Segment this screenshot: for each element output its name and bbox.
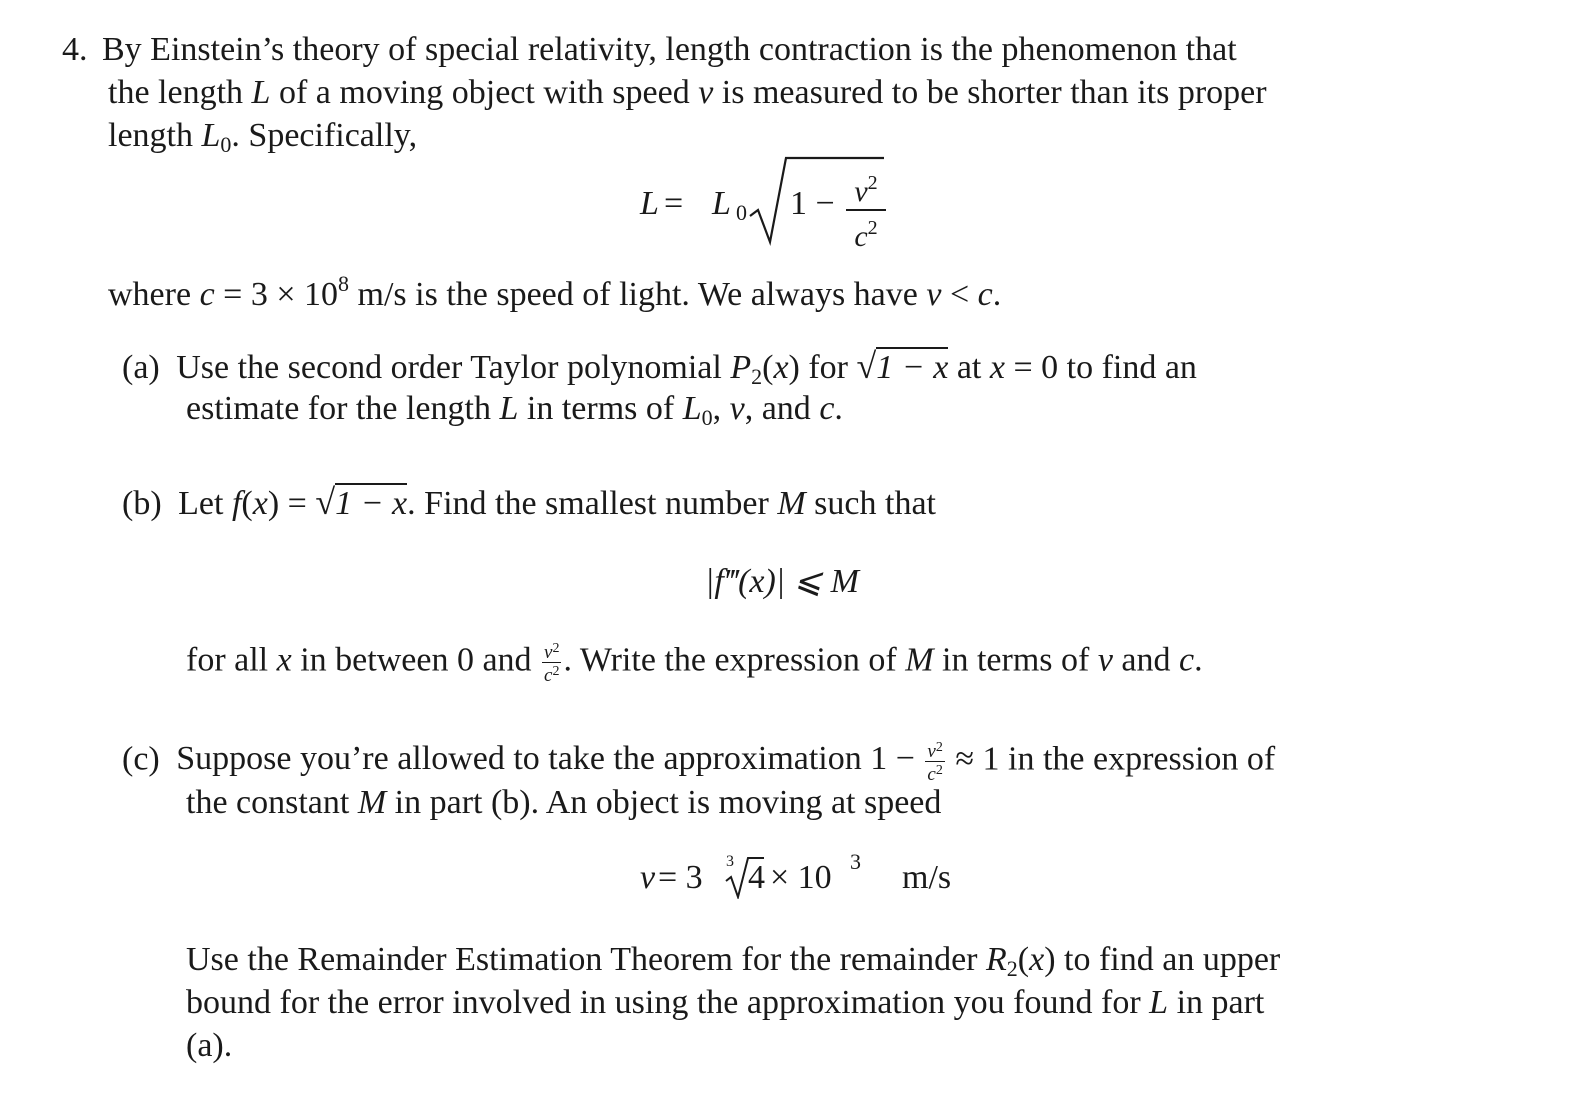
formula-equals: = — [664, 185, 684, 222]
symbol-c: c — [819, 390, 835, 427]
symbol-L: L — [499, 390, 519, 427]
sqrt-content: 1 − x — [876, 349, 949, 386]
num-v: v — [854, 175, 868, 208]
speed-exponent: 3 — [850, 849, 861, 874]
part-a-text: , and — [744, 390, 820, 427]
speed-times: × 10 — [770, 859, 832, 896]
symbol-x: x — [773, 349, 789, 386]
intro-text: is measured to be shorter than its proper — [713, 74, 1267, 111]
formula-L: L — [712, 185, 731, 222]
subscript-zero: 0 — [220, 132, 232, 157]
sqrt-icon: √ — [856, 346, 877, 386]
fraction-numerator — [925, 739, 944, 762]
subscript-2: 2 — [751, 364, 763, 389]
symbol-v: v — [926, 276, 942, 313]
part-c-text: ( — [1017, 941, 1030, 978]
part-c-text: Suppose you’re allowed to take the approximation 1 − — [176, 740, 924, 778]
speed-lhs: v — [640, 859, 656, 896]
symbol-c: c — [199, 276, 215, 313]
part-a-label: (a) — [122, 349, 160, 386]
fraction-numerator — [542, 640, 561, 663]
part-b-text: . Write the expression of — [563, 641, 906, 679]
problem-intro-line-2 — [108, 73, 1267, 113]
where-text: m/s is the speed of light. We always have — [349, 276, 927, 313]
subscript-zero: 0 — [701, 405, 713, 430]
part-b-text: Let — [178, 485, 232, 522]
fraction-denominator — [846, 211, 886, 254]
part-c-text: Use the Remainder Estimation Theorem for the remainder — [186, 941, 986, 978]
symbol-v: v — [698, 74, 714, 111]
where-text: . — [992, 276, 1002, 313]
den-exp: 2 — [935, 763, 943, 778]
formula-one-minus: 1 − — [790, 185, 835, 222]
symbol-M: M — [905, 641, 934, 679]
part-c-label: (c) — [122, 740, 160, 778]
symbol-L: L — [682, 390, 702, 427]
part-c-line-1 — [122, 739, 1275, 784]
intro-text: . Specifically, — [231, 117, 418, 154]
fraction-v2-c2 — [925, 739, 944, 784]
part-a-text: . — [834, 390, 843, 427]
sqrt-content: 1 − x — [335, 485, 408, 522]
part-b-line-1 — [122, 482, 936, 524]
fraction-denominator — [925, 762, 944, 784]
part-b-text: ( — [241, 485, 253, 522]
part-c-text: in part — [1168, 984, 1265, 1021]
part-b-text: in terms of — [933, 641, 1098, 679]
cube-root-index: 3 — [726, 853, 734, 870]
part-b-inequality: |f‴(x)| ⩽ M — [705, 563, 859, 600]
symbol-L: L — [1149, 984, 1169, 1021]
symbol-f: f — [231, 485, 242, 522]
part-c-text: in part (b). An object is moving at speed — [386, 784, 942, 821]
problem-intro-line-3 — [108, 116, 417, 165]
speed-unit: m/s — [902, 859, 952, 896]
fraction-denominator — [542, 663, 561, 685]
symbol-v: v — [729, 390, 745, 427]
formula-sub-0: 0 — [736, 200, 747, 225]
symbol-x: x — [1029, 941, 1045, 978]
part-b-line-2 — [186, 640, 1203, 685]
part-a-text: at — [948, 349, 990, 386]
part-a-line-2 — [186, 389, 843, 438]
symbol-L: L — [251, 74, 271, 111]
fraction-numerator — [846, 166, 886, 211]
part-c-text: ) to find an upper — [1044, 941, 1281, 978]
part-a-text: , — [712, 390, 730, 427]
speed-equals: = 3 — [658, 859, 703, 896]
part-b-text: ) = — [267, 485, 316, 522]
part-b-text: such that — [805, 485, 936, 522]
part-a-text: Use the second order Taylor polynomial — [176, 349, 731, 386]
den-exp: 2 — [552, 664, 560, 679]
symbol-c: c — [1179, 641, 1195, 679]
symbol-M: M — [777, 485, 806, 522]
part-b-text: for all — [186, 641, 277, 679]
part-c-text: the constant — [186, 784, 358, 821]
formula-lhs: L — [640, 185, 659, 222]
symbol-x: x — [989, 349, 1005, 386]
den-exp: 2 — [867, 217, 878, 239]
symbol-c: c — [977, 276, 993, 313]
part-b-label: (b) — [122, 485, 162, 522]
den-c: c — [927, 764, 936, 785]
exponent: 8 — [338, 271, 350, 296]
num-v: v — [544, 642, 553, 663]
where-text: = 3 × 10 — [214, 276, 339, 313]
part-b-text: . — [1194, 641, 1203, 679]
symbol-R: R — [986, 941, 1007, 978]
symbol-L: L — [201, 117, 221, 154]
symbol-x: x — [276, 641, 292, 679]
formula-fraction — [846, 166, 886, 254]
symbol-M: M — [357, 784, 387, 821]
subscript-2: 2 — [1006, 956, 1018, 981]
num-exp: 2 — [935, 740, 943, 755]
part-c-text: ≈ 1 in the expression of — [946, 740, 1276, 778]
part-c-line-4 — [186, 983, 1264, 1023]
part-c-line-3 — [186, 940, 1280, 989]
den-c: c — [544, 665, 553, 686]
part-a-text: estimate for the length — [186, 390, 500, 427]
den-c: c — [854, 220, 868, 253]
symbol-v: v — [1097, 641, 1113, 679]
num-exp: 2 — [552, 641, 560, 656]
intro-text: length — [108, 117, 202, 154]
symbol-P: P — [730, 349, 752, 386]
part-a-text: ) for — [788, 349, 857, 386]
cube-root-content: 4 — [748, 859, 765, 896]
num-exp: 2 — [867, 172, 878, 194]
intro-text-1: By Einstein’s theory of special relativity, length contraction is the phenomenon that — [102, 31, 1237, 68]
num-v: v — [927, 741, 936, 762]
part-c-line-5: (a). — [186, 1027, 233, 1064]
where-line — [108, 264, 1001, 315]
part-b-text: in between 0 and — [291, 641, 541, 679]
part-b-text: and — [1112, 641, 1180, 679]
part-c-text: bound for the error involved in using the approximation you found for — [186, 984, 1150, 1021]
where-text: < — [941, 276, 978, 313]
problem-intro-line-1 — [62, 30, 1237, 70]
intro-text: the length — [108, 74, 252, 111]
intro-text: of a moving object with speed — [270, 74, 699, 111]
part-a-text: ( — [762, 349, 774, 386]
part-a-text: in terms of — [518, 390, 683, 427]
part-c-line-2 — [186, 783, 941, 823]
part-a-text: = 0 to find an — [1004, 349, 1197, 386]
problem-number: 4. — [62, 31, 88, 68]
symbol-x: x — [252, 485, 268, 522]
part-b-text: . Find the smallest number — [407, 485, 778, 522]
sqrt-icon: √ — [315, 482, 336, 522]
where-text: where — [108, 276, 200, 313]
fraction-v2-c2 — [542, 640, 561, 685]
